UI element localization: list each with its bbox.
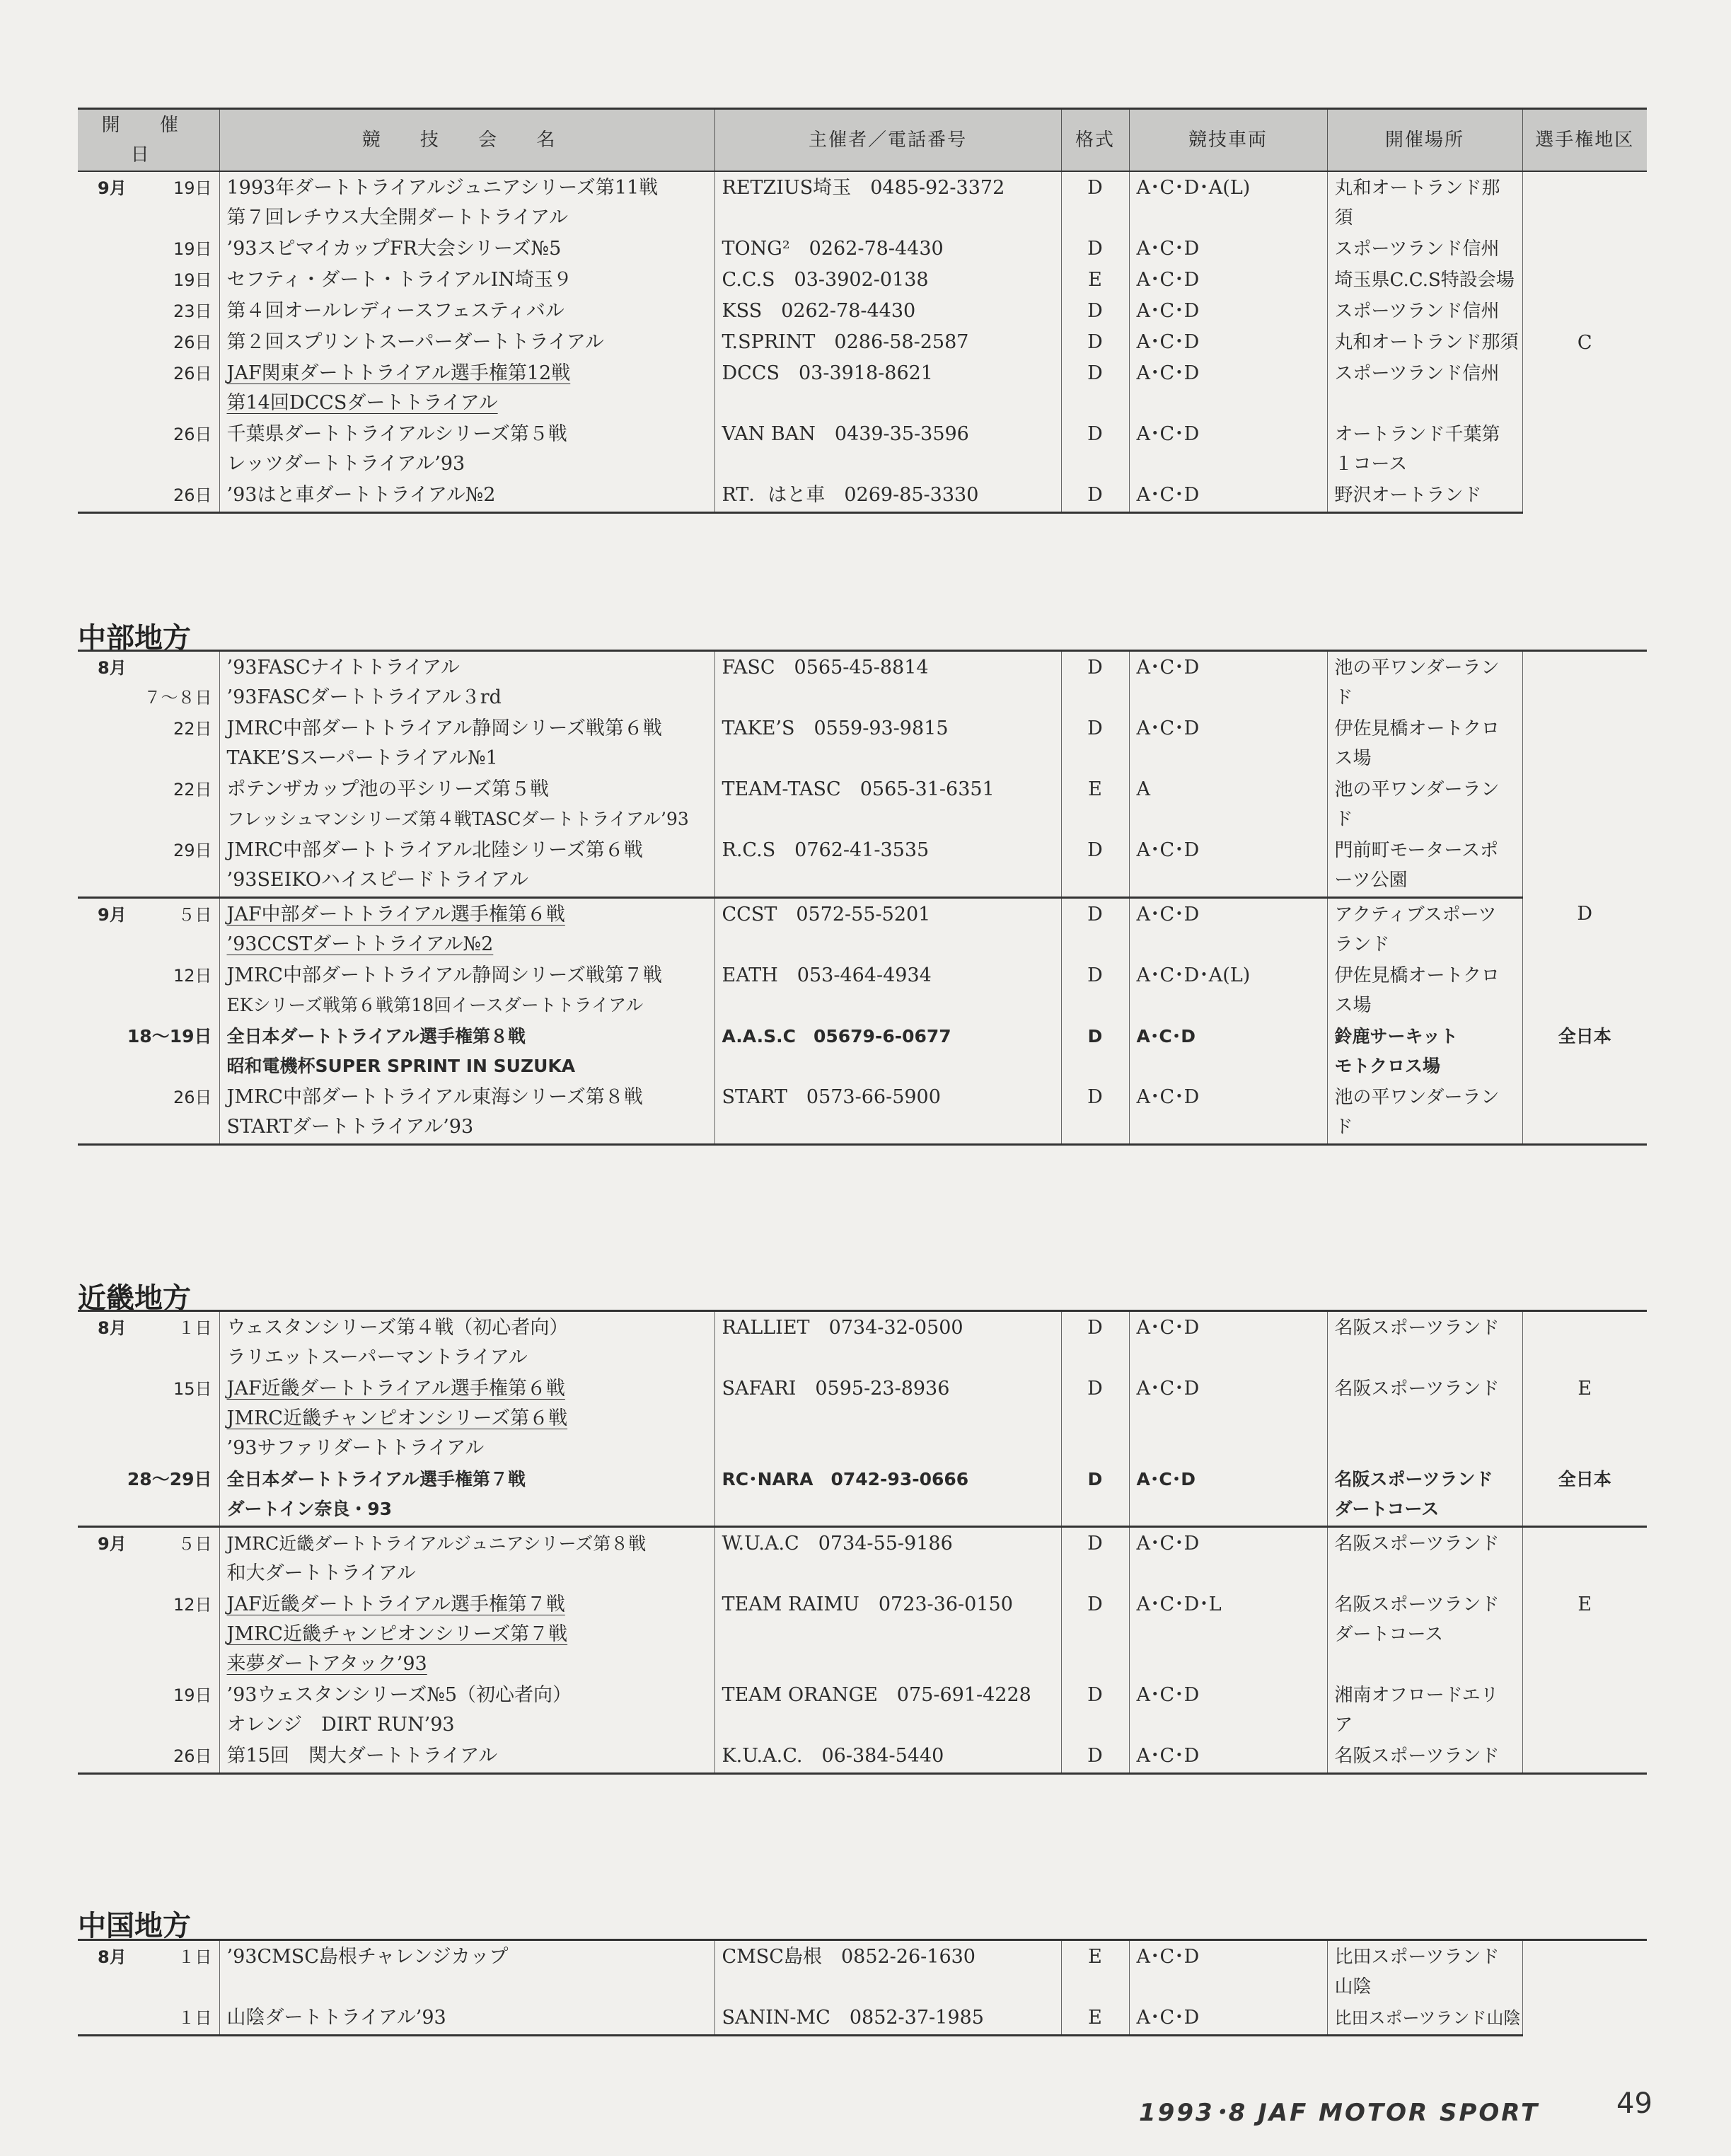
event-name: 全日本ダートトライアル選手権第８戦 (226, 1026, 526, 1047)
event-name: JMRC中部ダートトライアル静岡シリーズ戦第６戦 (226, 717, 662, 739)
organizer: A.A.S.C 05679-6-0677 (714, 1020, 1061, 1081)
event-day: 19日 (173, 178, 212, 198)
vehicles: A･C･D (1129, 1679, 1327, 1740)
event-day: ５日 (178, 905, 212, 925)
month-label: 9月 (98, 1534, 127, 1554)
event-subname: STARTダートトライアル’93 (226, 1116, 474, 1138)
event-day: ７～８日 (144, 688, 212, 708)
venue: 伊佐見橋オートクロ (1334, 718, 1500, 739)
event-name: 千葉県ダートトライアルシリーズ第５戦 (226, 423, 567, 445)
vehicles: A･C･D (1129, 1312, 1327, 1373)
venue-line2: １コース (1334, 454, 1408, 475)
event-day: 26日 (173, 1746, 212, 1766)
region-cell: D (1522, 898, 1647, 960)
venue: 名阪スポーツランド (1334, 1594, 1500, 1615)
vehicles: A･C･D (1129, 713, 1327, 773)
table-row (78, 834, 1647, 898)
event-name: ’93スピマイカップFR大会シリーズ№5 (219, 233, 714, 264)
region-cell (1522, 1312, 1647, 1373)
event-name: JAF近畿ダートトライアル選手権第６戦 (226, 1378, 565, 1400)
vehicles: A･C･D (1129, 1463, 1327, 1527)
organizer: KSS 0262-78-4430 (714, 295, 1061, 326)
vehicles: A･C･D (1129, 295, 1327, 326)
organizer: K.U.A.C. 06-384-5440 (714, 1740, 1061, 1774)
table-row (78, 1463, 1647, 1527)
venue: 池の平ワンダーラン (1334, 779, 1500, 800)
kanto-table-block (78, 108, 1647, 514)
venue-line2: ド (1334, 687, 1353, 708)
region-cell: C (1522, 171, 1647, 513)
event-day: 12日 (173, 1595, 212, 1615)
event-subname: JMRC近畿チャンピオンシリーズ第７戦 (226, 1623, 568, 1645)
event-name: JMRC中部ダートトライアル東海シリーズ第８戦 (226, 1086, 643, 1108)
venue-line2: ア (1334, 1714, 1353, 1736)
event-name: 第４回オールレディースフェスティバル (219, 295, 714, 326)
table-row (78, 1312, 1647, 1373)
event-name: 第15回 関大ダートトライアル (219, 1740, 714, 1774)
chugoku-schedule-table (78, 1941, 1647, 2036)
organizer: TEAM-TASC 0565-31-6351 (714, 773, 1061, 834)
section-title-chugoku: 中国地方 (78, 1910, 191, 1942)
event-day: 29日 (173, 841, 212, 860)
table-row (78, 898, 1647, 960)
format: D (1061, 1373, 1129, 1463)
event-name: ’93はと車ダートトライアル№2 (219, 479, 714, 513)
vehicles: A･C･D (1129, 1020, 1327, 1081)
format: D (1061, 959, 1129, 1020)
venue: 池の平ワンダーラン (1334, 1087, 1500, 1108)
organizer: RC･NARA 0742-93-0666 (714, 1463, 1061, 1527)
col-header-vehicles: 競技車両 (1129, 109, 1327, 172)
col-header-format: 格式 (1061, 109, 1129, 172)
event-day: 26日 (173, 364, 212, 384)
organizer: CCST 0572-55-5201 (714, 898, 1061, 960)
venue-line2: ド (1334, 1117, 1353, 1138)
format: D (1061, 1312, 1129, 1373)
vehicles: A･C･D･A(L) (1129, 171, 1327, 233)
section-title-chubu: 中部地方 (78, 622, 191, 655)
organizer: CMSC島根 0852-26-1630 (714, 1941, 1061, 2002)
event-day: 26日 (173, 1088, 212, 1107)
table-row (78, 1679, 1647, 1740)
event-name: 全日本ダートトライアル選手権第７戦 (226, 1469, 526, 1489)
vehicles: A･C･D (1129, 418, 1327, 479)
venue: 埼玉県C.C.S特設会場 (1327, 264, 1522, 295)
vehicles: A･C･D (1129, 2002, 1327, 2036)
region-cell: E (1522, 1373, 1647, 1463)
format: D (1061, 479, 1129, 513)
event-day: 19日 (173, 1685, 212, 1705)
venue: 名阪スポーツランド (1327, 1740, 1522, 1774)
organizer: W.U.A.C 0734-55-9186 (714, 1527, 1061, 1589)
region-cell: 全日本 (1522, 1463, 1647, 1527)
organizer: RALLIET 0734-32-0500 (714, 1312, 1061, 1373)
col-header-organizer: 主催者／電話番号 (714, 109, 1061, 172)
organizer: FASC 0565-45-8814 (714, 652, 1061, 713)
month-label: 8月 (98, 658, 127, 678)
event-name: ’93ウェスタンシリーズ№5（初心者向） (226, 1684, 572, 1706)
table-row (78, 479, 1647, 513)
event-subname: ’93SEIKOハイスピードトライアル (226, 869, 528, 891)
format: E (1061, 264, 1129, 295)
organizer: C.C.S 03-3902-0138 (714, 264, 1061, 295)
event-name: セフティ・ダート・トライアルIN埼玉９ (219, 264, 714, 295)
month-label: 8月 (98, 1318, 127, 1338)
format: D (1061, 1679, 1129, 1740)
event-subname-2: ’93サファリダートトライアル (226, 1437, 485, 1459)
table-row (78, 171, 1647, 233)
venue: 野沢オートランド (1327, 479, 1522, 513)
venue: 丸和オートランド那 (1334, 178, 1500, 199)
format: E (1061, 1941, 1129, 2002)
event-subname: 第７回レチウス大全開ダートトライアル (226, 207, 568, 229)
event-day: 28～29日 (127, 1469, 212, 1489)
region-cell: E (1522, 1589, 1647, 1679)
event-day: 22日 (173, 719, 212, 739)
format: D (1061, 1527, 1129, 1589)
organizer: TEAM RAIMU 0723-36-0150 (714, 1589, 1061, 1679)
venue-line2: ランド (1334, 934, 1390, 955)
format: D (1061, 898, 1129, 960)
chubu-table-block (78, 650, 1647, 1146)
venue: 名阪スポーツランド (1334, 1469, 1493, 1489)
event-day: 26日 (173, 485, 212, 505)
vehicles: A･C･D (1129, 1740, 1327, 1774)
vehicles: A･C･D (1129, 834, 1327, 898)
chugoku-table-block (78, 1939, 1647, 2036)
vehicles: A･C･D (1129, 479, 1327, 513)
organizer: RETZIUS埼玉 0485-92-3372 (714, 171, 1061, 233)
vehicles: A･C･D (1129, 264, 1327, 295)
vehicles: A (1129, 773, 1327, 834)
organizer: SANIN-MC 0852-37-1985 (714, 2002, 1061, 2036)
venue: スポーツランド信州 (1327, 295, 1522, 326)
event-day: １日 (178, 2008, 212, 2028)
month-label: 9月 (98, 178, 127, 198)
event-subname: オレンジ DIRT RUN’93 (226, 1714, 455, 1736)
event-name: JMRC近畿ダートトライアルジュニアシリーズ第８戦 (226, 1533, 647, 1554)
table-row (78, 1020, 1647, 1081)
event-subname: 和大ダートトライアル (226, 1562, 416, 1584)
format: D (1061, 418, 1129, 479)
format: D (1061, 1589, 1129, 1679)
venue-line2: ダートコース (1334, 1499, 1440, 1519)
organizer: RT．はと車 0269-85-3330 (714, 479, 1061, 513)
organizer: VAN BAN 0439-35-3596 (714, 418, 1061, 479)
organizer: EATH 053-464-4934 (714, 959, 1061, 1020)
vehicles: A･C･D (1129, 1941, 1327, 2002)
venue: 湘南オフロードエリ (1334, 1685, 1499, 1706)
event-subname: TAKE’Sスーパートライアル№1 (226, 747, 498, 769)
magazine-footer: 1993･8 JAF MOTOR SPORT (1139, 2099, 1540, 2127)
event-day: 23日 (173, 301, 212, 321)
event-subname-2: 来夢ダートアタック’93 (226, 1653, 427, 1675)
venue: スポーツランド信州 (1327, 357, 1522, 418)
event-day: 15日 (173, 1379, 212, 1399)
event-subname: EKシリーズ戦第６戦第18回イースダートトライアル (226, 995, 644, 1015)
region-cell (1522, 1527, 1647, 1589)
event-name: JMRC中部ダートトライアル北陸シリーズ第６戦 (226, 839, 643, 861)
table-row (78, 1081, 1647, 1145)
event-subname: ’93FASCダートトライアル３rd (226, 686, 502, 708)
format: D (1061, 171, 1129, 233)
venue: アクティブスポーツ (1334, 904, 1497, 926)
table-row (78, 959, 1647, 1020)
vehicles: A･C･D･L (1129, 1589, 1327, 1679)
table-row (78, 1589, 1647, 1679)
region-cell (1522, 1081, 1647, 1145)
organizer: TONG² 0262-78-4430 (714, 233, 1061, 264)
venue-line2: ス場 (1334, 995, 1372, 1016)
event-day: 12日 (173, 966, 212, 986)
vehicles: A･C･D (1129, 1081, 1327, 1145)
section-title-kinki: 近畿地方 (78, 1282, 191, 1315)
format: D (1061, 295, 1129, 326)
venue-line2: 山陰 (1334, 1976, 1372, 1998)
table-row (78, 326, 1647, 357)
table-row (78, 1740, 1647, 1774)
venue: スポーツランド信州 (1327, 233, 1522, 264)
format: D (1061, 1081, 1129, 1145)
venue-line2: ド (1334, 809, 1353, 830)
vehicles: A･C･D (1129, 652, 1327, 713)
format: D (1061, 357, 1129, 418)
vehicles: A･C･D (1129, 898, 1327, 960)
event-name: ’93CMSC島根チャレンジカップ (219, 1941, 714, 2002)
region-cell (1522, 1740, 1647, 1774)
venue: 池の平ワンダーラン (1334, 657, 1500, 679)
venue: 名阪スポーツランド (1327, 1312, 1522, 1373)
vehicles: A･C･D (1129, 357, 1327, 418)
region-cell (1522, 1679, 1647, 1740)
format: D (1061, 1463, 1129, 1527)
event-day: 22日 (173, 780, 212, 800)
table-row (78, 2002, 1647, 2036)
event-name: ’93FASCナイトトライアル (226, 657, 460, 679)
event-subname: レッツダートトライアル’93 (226, 453, 465, 475)
event-day: ５日 (178, 1534, 212, 1554)
format: E (1061, 773, 1129, 834)
format: D (1061, 834, 1129, 898)
table-row (78, 652, 1647, 713)
venue-line2: 須 (1334, 207, 1353, 229)
table-row (78, 713, 1647, 773)
vehicles: A･C･D (1129, 326, 1327, 357)
col-header-event: 競 技 会 名 (219, 109, 714, 172)
vehicles: A･C･D (1129, 1373, 1327, 1463)
venue: 名阪スポーツランド (1327, 1527, 1522, 1589)
event-name: JMRC中部ダートトライアル静岡シリーズ戦第７戦 (226, 964, 662, 986)
event-subname: 昭和電機杯SUPER SPRINT IN SUZUKA (226, 1056, 576, 1076)
organizer: START 0573-66-5900 (714, 1081, 1061, 1145)
event-day: 18～19日 (127, 1026, 212, 1047)
col-header-date: 開 催 日 (78, 109, 219, 172)
event-subname: ラリエットスーパーマントライアル (226, 1347, 528, 1368)
venue: 名阪スポーツランド (1327, 1373, 1522, 1463)
venue: 比田スポーツランド山陰 (1327, 2002, 1522, 2036)
event-name: 1993年ダートトライアルジュニアシリーズ第11戦 (226, 177, 659, 199)
event-name: JAF関東ダートトライアル選手権第12戦 (226, 362, 571, 384)
event-subname: JMRC近畿チャンピオンシリーズ第６戦 (226, 1407, 568, 1429)
month-label: 8月 (98, 1947, 127, 1967)
venue-line2: モトクロス場 (1334, 1056, 1441, 1076)
venue: 比田スポーツランド (1334, 1947, 1500, 1968)
venue-line2: ス場 (1334, 748, 1372, 769)
organizer: TAKE’S 0559-93-9815 (714, 713, 1061, 773)
month-label: 9月 (98, 905, 127, 925)
organizer: TEAM ORANGE 075-691-4228 (714, 1679, 1061, 1740)
page-number: 49 (1616, 2087, 1652, 2120)
organizer: T.SPRINT 0286-58-2587 (714, 326, 1061, 357)
organizer: R.C.S 0762-41-3535 (714, 834, 1061, 898)
venue-line2: ーツ公園 (1334, 870, 1408, 891)
table-row (78, 773, 1647, 834)
event-day: 26日 (173, 333, 212, 352)
kinki-schedule-table (78, 1312, 1647, 1775)
region-cell (1522, 652, 1647, 898)
venue: 丸和オートランド那須 (1327, 326, 1522, 357)
kanto-schedule-table (78, 108, 1647, 514)
event-subname: 第14回DCCSダートトライアル (226, 392, 498, 414)
table-row (78, 264, 1647, 295)
chubu-schedule-table (78, 652, 1647, 1146)
event-day: １日 (178, 1947, 212, 1967)
region-cell: 全日本 (1522, 1020, 1647, 1081)
table-header-row (78, 109, 1647, 172)
venue: オートランド千葉第 (1334, 424, 1500, 445)
event-subname: フレッシュマンシリーズ第４戦TASCダートトライアル’93 (226, 809, 689, 829)
table-row (78, 1373, 1647, 1463)
event-day: １日 (178, 1318, 212, 1338)
format: D (1061, 1020, 1129, 1081)
event-day: 19日 (173, 270, 212, 290)
col-header-venue: 開催場所 (1327, 109, 1522, 172)
event-name: ポテンザカップ池の平シリーズ第５戦 (226, 778, 549, 800)
format: D (1061, 1740, 1129, 1774)
table-row (78, 295, 1647, 326)
format: D (1061, 652, 1129, 713)
event-day: 19日 (173, 239, 212, 259)
region-cell (1522, 1941, 1647, 2036)
format: D (1061, 233, 1129, 264)
venue: 伊佐見橋オートクロ (1334, 965, 1500, 986)
table-row (78, 233, 1647, 264)
venue-line2: ダートコース (1334, 1624, 1444, 1645)
table-row (78, 357, 1647, 418)
event-name: 山陰ダートトライアル’93 (219, 2002, 714, 2036)
organizer: SAFARI 0595-23-8936 (714, 1373, 1061, 1463)
event-name: ウェスタンシリーズ第４戦（初心者向） (226, 1317, 569, 1339)
table-row (78, 418, 1647, 479)
event-name: JAF中部ダートトライアル選手権第６戦 (226, 904, 565, 926)
event-day: 26日 (173, 425, 212, 444)
event-subname: ダートイン奈良・93 (226, 1499, 393, 1519)
table-row (78, 1941, 1647, 2002)
format: E (1061, 2002, 1129, 2036)
venue: 門前町モータースポ (1334, 840, 1499, 861)
event-name: JAF近畿ダートトライアル選手権第７戦 (226, 1593, 565, 1615)
region-cell (1522, 959, 1647, 1020)
format: D (1061, 326, 1129, 357)
event-name: 第２回スプリントスーパーダートトライアル (219, 326, 714, 357)
event-subname: ’93CCSTダートトライアル№2 (226, 933, 494, 955)
venue: 鈴鹿サーキット (1334, 1026, 1459, 1047)
format: D (1061, 713, 1129, 773)
vehicles: A･C･D (1129, 233, 1327, 264)
organizer: DCCS 03-3918-8621 (714, 357, 1061, 418)
col-header-region: 選手権地区 (1522, 109, 1647, 172)
vehicles: A･C･D (1129, 1527, 1327, 1589)
vehicles: A･C･D･A(L) (1129, 959, 1327, 1020)
table-row (78, 1527, 1647, 1589)
kinki-table-block (78, 1310, 1647, 1775)
